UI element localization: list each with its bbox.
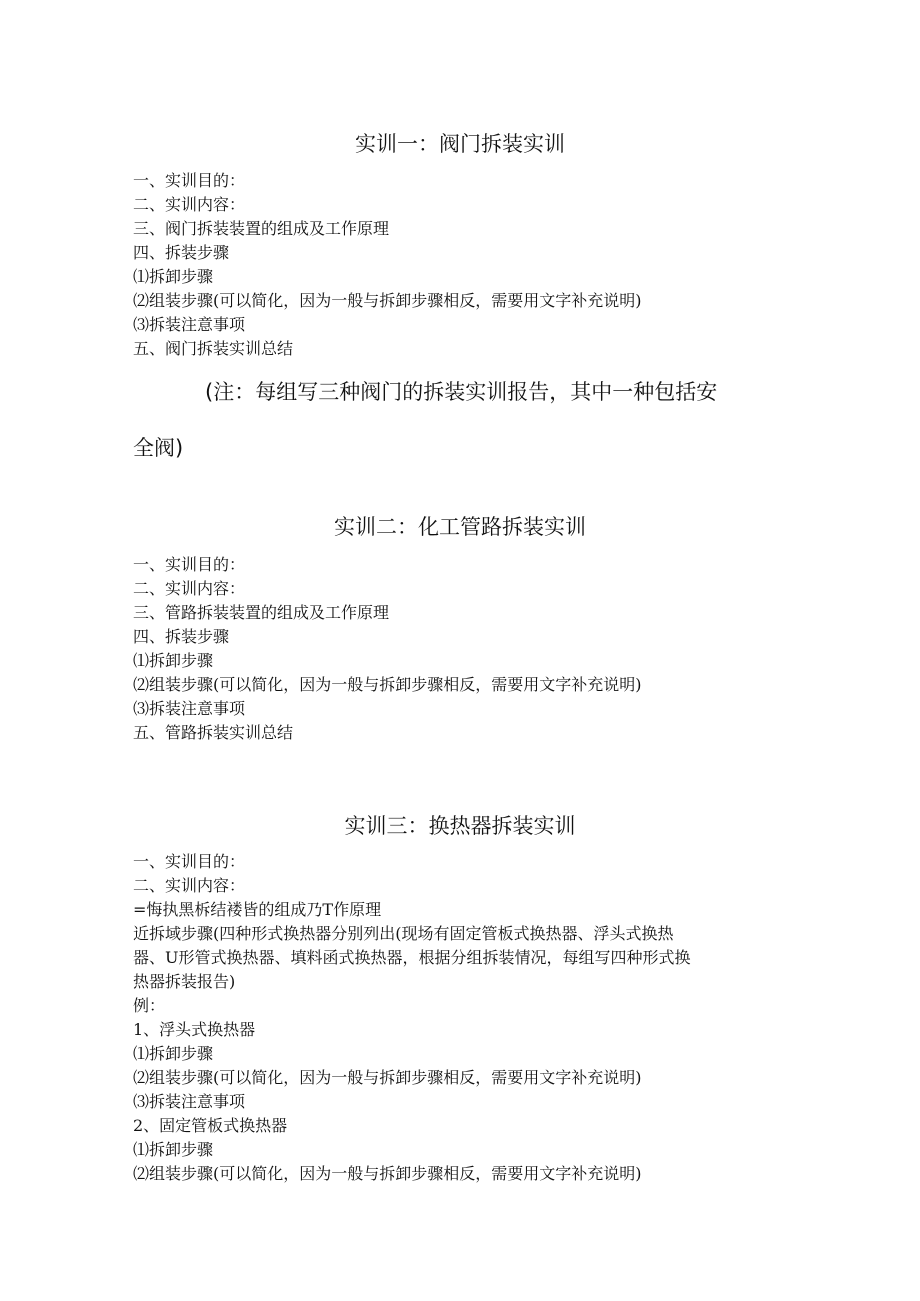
section3-line: 一、实训目的：: [133, 852, 246, 871]
section1-note-line2: 全阀): [133, 436, 184, 460]
section1-line: 三、阀门拆装装置的组成及工作原理: [133, 219, 390, 238]
section3-line: 2、固定管板式换热器: [133, 1116, 288, 1135]
section1-line: 二、实训内容：: [133, 195, 246, 214]
section1-note-line1: (注：每组写三种阀门的拆装实训报告，其中一种包括安: [205, 380, 718, 404]
section2-line: 一、实训目的：: [133, 555, 246, 574]
section1-title: 实训一：阀门拆装实训: [355, 132, 565, 156]
section2-title: 实训二：化工管路拆装实训: [334, 515, 586, 539]
section3-line: ⑵组装步骤(可以简化，因为一般与拆卸步骤相反，需要用文字补充说明): [133, 1068, 642, 1087]
section3-line: ⑶拆装注意事项: [133, 1092, 246, 1111]
section2-line: ⑴拆卸步骤: [133, 651, 214, 670]
section1-line: 五、阀门拆装实训总结: [133, 339, 294, 358]
section2-line: ⑵组装步骤(可以简化，因为一般与拆卸步骤相反，需要用文字补充说明): [133, 675, 642, 694]
section1-line: ⑴拆卸步骤: [133, 267, 214, 286]
section2-line: 五、管路拆装实训总结: [133, 723, 294, 742]
section3-line: ⑴拆卸步骤: [133, 1044, 214, 1063]
section3-line: 二、实训内容：: [133, 876, 246, 895]
section3-line: ⑵组装步骤(可以简化，因为一般与拆卸步骤相反，需要用文字补充说明): [133, 1164, 642, 1183]
section3-line: 器、U形管式换热器、填料函式换热器，根据分组拆装情况，每组写四种形式换: [133, 948, 691, 967]
section3-line: 例：: [133, 996, 166, 1015]
section1-line: ⑶拆装注意事项: [133, 315, 246, 334]
section3-line: ⑴拆卸步骤: [133, 1140, 214, 1159]
section3-line: 热器拆装报告): [133, 972, 236, 991]
section3-line: 1、浮头式换热器: [133, 1020, 256, 1039]
section2-line: 二、实训内容：: [133, 579, 246, 598]
section1-line: 四、拆装步骤: [133, 243, 230, 262]
section3-title: 实训三：换热器拆装实训: [344, 814, 576, 838]
section3-line: =悔执黑柝结褛皆的组成乃T作原理: [133, 900, 382, 919]
section1-line: 一、实训目的：: [133, 171, 246, 190]
section3-line: 近拆域步骤(四种形式换热器分别列出(现场有固定管板式换热器、浮头式换热: [133, 924, 674, 943]
section2-line: 三、管路拆装装置的组成及工作原理: [133, 603, 390, 622]
section1-line: ⑵组装步骤(可以简化，因为一般与拆卸步骤相反，需要用文字补充说明): [133, 291, 642, 310]
section2-line: 四、拆装步骤: [133, 627, 230, 646]
section2-line: ⑶拆装注意事项: [133, 699, 246, 718]
